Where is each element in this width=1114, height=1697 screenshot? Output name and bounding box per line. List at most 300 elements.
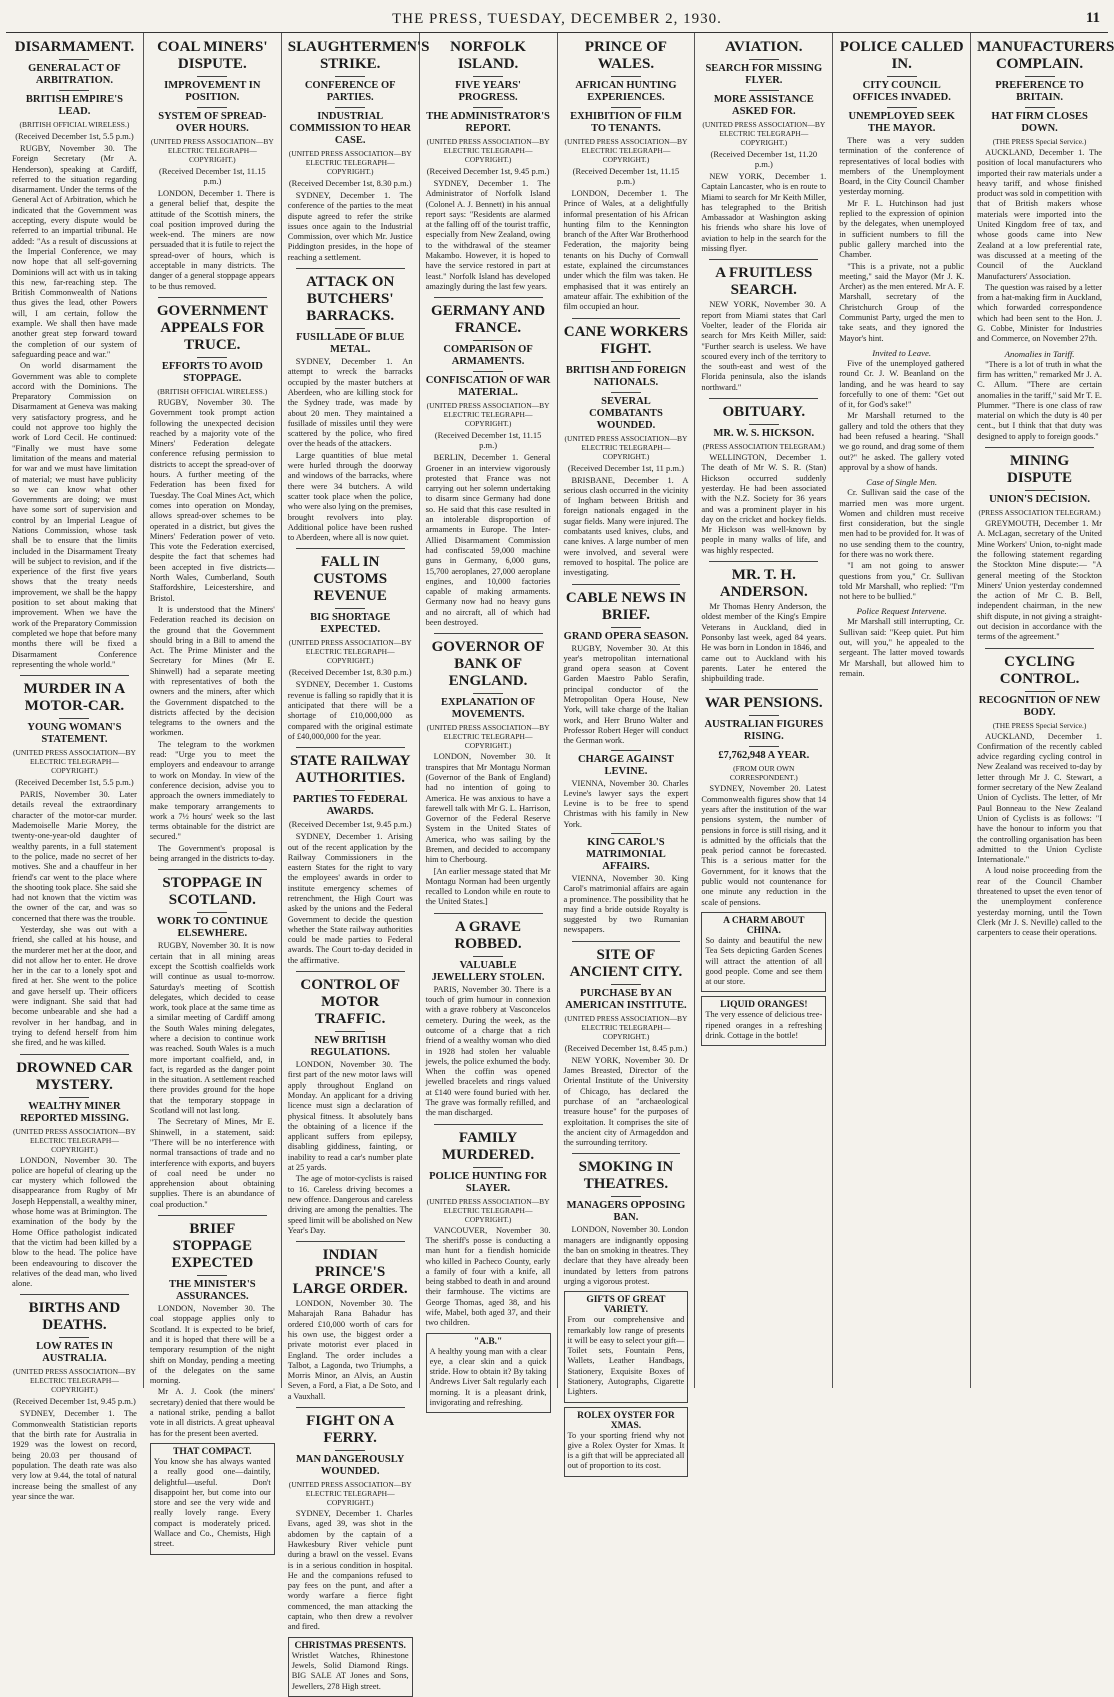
headline-rule: [887, 107, 917, 108]
headline-rule: [335, 328, 365, 329]
advertisement: [426, 1333, 551, 1414]
advertisement-text: So dainty and beautiful the new Tea Sets depicting Garden Scenes will attract the attention of all good people. Come and see them at our store.: [705, 935, 823, 987]
advertisement-title: GIFTS OF GREAT VARIETY.: [586, 1295, 666, 1316]
headline: MANUFACTURERS COMPLAIN.: [977, 39, 1114, 72]
headline: STATE RAILWAY AUTHORITIES.: [289, 753, 411, 787]
story-separator: [572, 584, 681, 585]
headline: DROWNED CAR MYSTERY.: [16, 1059, 133, 1093]
headline-rule: [197, 357, 227, 358]
headline: FIGHT ON A FERRY.: [306, 1413, 395, 1447]
headline-rule: [611, 750, 641, 751]
body-paragraph: LONDON, November 30. It transpires that Mr Montagu Norman (Governor of the Bank of England) had no intention of going to America. He was anxious to have a farewell talk with Mr G. L. Harrison, Governor of the Federal Reserve System in the United States of America, who was sailing by the Bremen, and decided to accompany him to Cherbourg.: [425, 752, 551, 865]
story-separator: [296, 268, 405, 269]
wire-credit: (THE PRESS Special Service.): [992, 720, 1087, 730]
wire-credit: (UNITED PRESS ASSOCIATION—BY ELECTRIC TELEGRAPH—COPYRIGHT.): [150, 137, 274, 164]
body-paragraph: Mr Thomas Henry Anderson, the oldest member of the King's Empire Veterans in Auckland, died in Ponsonby last week, aged 84 years. He was born in London in 1846, and came out to Auckland with his parents. Later he entered the shipbuilding trade.: [701, 602, 827, 684]
column-1: [6, 33, 144, 1501]
body-paragraph: The Government's proposal is being arranged in the districts to-day.: [149, 843, 275, 864]
body-paragraph: The question was raised by a letter from a hat-making firm in Auckland, which forwarded correspondence which had been sent to the Hon. J. G. Cobbe, Minister for Industries and Commerce, on November 27th.: [977, 282, 1102, 344]
headline-rule: [335, 790, 365, 791]
headline: SITE OF ANCIENT CITY.: [569, 946, 683, 980]
news-story: [977, 39, 1114, 345]
headline-rule: [749, 90, 779, 91]
headline-rule: [197, 1275, 227, 1276]
body-paragraph: VIENNA, November 30. Charles Levine's lawyer says the expert Levine is to be free to spend Christmas with his family in New York.: [563, 778, 689, 829]
headline-rule: [749, 424, 779, 425]
headline-rule: [611, 392, 641, 393]
subheadline: MAN DANGEROUSLY WOUNDED.: [295, 1454, 405, 1478]
column-8: [971, 33, 1114, 1388]
news-story: [701, 398, 826, 556]
wire-credit: (UNITED PRESS ASSOCIATION—BY ELECTRIC TELEGRAPH—COPYRIGHT.): [288, 149, 412, 176]
headline: CONTROL OF MOTOR TRAFFIC.: [300, 977, 400, 1028]
headline: A GRAVE ROBBED.: [454, 918, 522, 952]
subheadline: UNEMPLOYED SEEK THE MAYOR.: [848, 111, 955, 134]
news-story: [288, 1407, 413, 1633]
column-6: [695, 33, 833, 1388]
story-separator: [20, 1054, 129, 1055]
headline-rule: [473, 956, 503, 957]
headline-rule: [473, 371, 503, 372]
news-story: [426, 913, 551, 1119]
news-story: [288, 1241, 413, 1402]
column-7: [833, 33, 971, 1388]
subheadline: MR. W. S. HICKSON.: [713, 428, 815, 440]
subheadline: FIVE YEARS' PROGRESS.: [455, 80, 521, 103]
news-story: [977, 447, 1102, 643]
story-separator: [985, 447, 1094, 448]
body-paragraph: Mr Marshall still interrupting, Cr. Sullivan said: "Keep quiet. Put him out, will you," he appealed to the sergeant. The latter moved towards Mr Marshall, but allowed him to remain.: [839, 617, 965, 678]
headline: FAMILY MURDERED.: [442, 1129, 535, 1163]
page-number: 11: [1085, 10, 1100, 26]
body-paragraph: BERLIN, December 1. General Groener in an interview vigorously protested that France was not carrying out her solemn undertaking to disarm since Germany had done so. He said that this case resulted in an intolerable disproportion of armaments in Europe. The Inter-Allied Disarmament Commission had confiscated 59,000 machine guns in Germany, 6,000 guns, 15,700 aeroplanes, 27,000 aeroplane engines, and 10,000 factories capable of making armaments. Germany now had no heavy guns and no aircraft, all of which had been destroyed.: [425, 453, 551, 628]
subheadline: SYSTEM OF SPREAD-OVER HOURS.: [158, 111, 267, 134]
body-paragraph: LONDON, November 30. The Maharajah Rana Bahadur has ordered £10,000 worth of cars for his own use, the biggest order a private motorist ever placed in England. The order includes a Talbot, a Lagonda, two Triumphs, a Morris Minor, an Alvis, an Austin Seven, a Ford, a Fiat, a De Soto, and a Vauxhall.: [287, 1299, 413, 1401]
headline-rule: [749, 715, 779, 716]
news-story: [839, 39, 964, 344]
news-story: [564, 39, 689, 313]
headline: PRINCE OF WALES.: [584, 39, 667, 72]
headline-rule: [335, 1450, 365, 1451]
advertisement: [288, 1637, 413, 1697]
received-dateline: (Received December 1st, 11.20 p.m.): [710, 149, 818, 169]
headline: WAR PENSIONS.: [705, 695, 823, 712]
received-dateline: (Received December 1st, 8.45 p.m.): [564, 1042, 688, 1053]
headline-rule: [473, 693, 503, 694]
headline-rule: [611, 1196, 641, 1197]
wire-credit: (UNITED PRESS ASSOCIATION—BY ELECTRIC TELEGRAPH—COPYRIGHT.): [426, 401, 550, 429]
wire-credit: (PRESS ASSOCIATION TELEGRAM.): [702, 442, 825, 452]
story-separator: [296, 548, 405, 549]
received-dateline: (Received December 1st, 5.5 p.m.): [15, 777, 134, 788]
body-paragraph: SYDNEY, December 1. An attempt to wreck the barracks occupied by the master butchers at Aberdeen, who are killing stock for the Sydney trade, was made by about 20 men. They maintained a fusillade of missiles until they were scattered by the police, who fired over the heads of the attackers.: [287, 357, 413, 449]
news-story: [287, 39, 430, 263]
body-paragraph: Mr F. L. Hutchinson had just replied to the expression of opinion by the delegates, when unemployed in sufficient numbers to fill the public gallery marched into the Chamber.: [839, 198, 965, 260]
headline: CANE WORKERS FIGHT.: [563, 323, 689, 357]
headline-rule: [335, 107, 365, 108]
advertisement-text: To your sporting friend why not give a Rolex Oyster for Xmas. It is a gift that will be appreciated all out of proportion to its cost.: [567, 1430, 685, 1471]
story-separator: [709, 259, 818, 260]
story-separator: [158, 1215, 267, 1216]
brief-subheadline: CHARGE AGAINST LEVINE.: [577, 753, 674, 777]
headline: OBITUARY.: [722, 404, 806, 421]
subheadline: MORE ASSISTANCE ASKED FOR.: [713, 94, 814, 117]
headline-rule: [611, 833, 641, 834]
news-story: [701, 689, 826, 908]
section-subhead: Anomalies in Tariff.: [1004, 348, 1075, 359]
body-paragraph: VANCOUVER, November 30. The sheriff's posse is conducting a man hunt for a fiendish homicide who killed in Pacheco County, early a family of four with a knife, all being stabbed to death in and around their farmhouse. The victims are George Thomas, aged 38, and his wife, Mabel, both aged 37, and their two children.: [425, 1225, 551, 1328]
wire-credit: (UNITED PRESS ASSOCIATION—BY ELECTRIC TELEGRAPH—COPYRIGHT.): [564, 433, 688, 461]
headline-rule: [473, 1167, 503, 1168]
body-paragraph: PARIS, November 30. Later details reveal the extraordinary character of the motor-car murder. Mademoiselle Marie Morey, the twenty-one-year-old daughter of wealthy parents, in a full statement to the police, made no secret of her motives. She and a chauffeur in her friend's car went to the place where the shooting took place. She said she had not known that the victim was the owner of the car, and was so concerned that there was the trouble.: [12, 790, 137, 923]
body-paragraph: WELLINGTON, December 1. The death of Mr W. S. R. (Stan) Hickson occurred suddenly yesterday. He had been associated with the N.Z. Society for 36 years and was a prominent player in his day on the cricket and hockey fields. Mr Hickson was well-known by people in many walks of life, and was highly respected.: [701, 453, 827, 555]
advertisement: [701, 912, 826, 992]
news-story: [426, 297, 551, 628]
subheadline: WEALTHY MINER REPORTED MISSING.: [20, 1100, 129, 1124]
body-paragraph: SYDNEY, December 1. The Commonwealth Statistician reports that the birth rate for Australia in 1929 was the lowest on record, being 20.03 per thousand of population. The death rate was also very low at 9.44, the total of natural increase being the smallest of any year since the war.: [12, 1409, 137, 1501]
advertisement-title: A CHARM ABOUT CHINA.: [723, 915, 805, 936]
wire-credit: (UNITED PRESS ASSOCIATION—BY ELECTRIC TELEGRAPH—COPYRIGHT.): [426, 723, 550, 751]
headline: MR. T. H. ANDERSON.: [719, 567, 808, 601]
story-separator: [434, 297, 543, 298]
body-paragraph: AUCKLAND, December 1. The position of local manufacturers who imported their raw materials under a heavy tariff, and whose finished product was sold in competition with that of British makers whose materials were imported into the United Kingdom free of tax, and whose goods came into New Zealand at a low preferential rate, was discussed at a meeting of the Council of the Auckland Manufacturers' Association.: [977, 148, 1102, 281]
subheadline: EXHIBITION OF FILM TO TENANTS.: [570, 111, 682, 134]
received-dateline: (Received December 1st, 5.5 p.m.): [15, 131, 134, 141]
subheadline: UNION'S DECISION.: [989, 494, 1091, 506]
news-story: [426, 633, 551, 907]
body-paragraph: SYDNEY, November 20. Latest Commonwealth figures show that 14 years after the institution of the war pensions system, the number of pensions in force is still rising, and it is admitted by the officials that the peak period cannot be forecasted. This is a serious matter for the Government, for it knows that the public would not countenance for one minute any reduction in the scale of pensions.: [701, 784, 827, 907]
body-paragraph: RUGBY, November 30. It is now certain that in all mining areas except the Scottish coalfields work will continue as usual to-morrow. Saturday's meeting of Scottish delegates, which decided to cease work, took place at the same time as a similar meeting of Cardiff among the South Wales mining delegates, where a decision to continue work was reached. South Wales is a much more important coalfield, and, in fact, is regarded as the danger point in the situation. A settlement reached there provides ground for the hope that the temporary stoppage in Scotland will not last long.: [149, 941, 275, 1116]
subheadline: SEARCH FOR MISSING FLYER.: [705, 63, 823, 86]
subheadline: GENERAL ACT OF ARBITRATION.: [28, 63, 121, 86]
subheadline: FUSILLADE OF BLUE METAL.: [296, 332, 405, 356]
advertisement-text: Wristlet Watches, Rhinestone Jewels, Solid Diamond Rings. BIG SALE AT Jones and Sons, Jewellers, 278 High street.: [291, 1650, 409, 1691]
body-paragraph: SYDNEY, December 1. The Administrator of Norfolk Island (Colonel A. J. Bennett) in his annual report says: "Residents are alarmed at the falling off of the tourist traffic, especially from New Zealand, owing to the withdrawal of the steamer Makambo. However, it is hoped to have the service restored in part at least." Norfolk Island has developed amazingly during the last few years.: [425, 179, 551, 291]
advertisement-text: A healthy young man with a clear eye, a clear skin and a quick stride. How to obtain it? By taking Andrews Liver Salt regularly each morning. It is a pleasant drink, invigorating and refreshing.: [429, 1346, 547, 1408]
headline: GOVERNOR OF BANK OF ENGLAND.: [431, 639, 545, 690]
subheadline: AUSTRALIAN FIGURES RISING.: [704, 719, 824, 743]
brief-subheadline: KING CAROL'S MATRIMONIAL AFFAIRS.: [586, 836, 666, 872]
body-paragraph: "I am not going to answer questions from you," Cr. Sullivan told Mr Marshall, who replied: "I'm not here to be bullied.": [839, 561, 965, 602]
headline: SMOKING IN THEATRES.: [578, 1159, 674, 1193]
subheadline: AFRICAN HUNTING EXPERIENCES.: [575, 80, 677, 103]
subheadline: PARTIES TO FEDERAL AWARDS.: [292, 794, 408, 818]
subheadline: BRITISH AND FOREIGN NATIONALS.: [565, 364, 687, 388]
story-separator: [709, 689, 818, 690]
wire-credit: (UNITED PRESS ASSOCIATION—BY ELECTRIC TELEGRAPH—COPYRIGHT.): [564, 137, 688, 164]
advertisement-title: LIQUID ORANGES!: [720, 1000, 808, 1011]
news-story: [12, 675, 137, 1048]
body-paragraph: NEW YORK, November 30. A report from Miami states that Carl Voelter, leader of the Florida air search for Mrs Keith Miller, said: "Further search is useless. We have scoured every inch of the territory to the south-east and west of the Florida peninsula, also the islands northward.": [701, 300, 827, 392]
headline: FALL IN CUSTOMS REVENUE: [313, 554, 388, 605]
body-paragraph: NEW YORK, November 30. Dr James Breasted, Director of the Oriental Institute of the University of Chicago, has declared the purchase of an "archaeological treasure house" for the purposes of exploitation. It comprises the site of the ancient city of Armageddon and the surrounding territory.: [563, 1055, 689, 1148]
headline-rule: [59, 59, 89, 60]
headline: ATTACK ON BUTCHERS' BARRACKS.: [306, 274, 395, 325]
subheadline: LOW RATES IN AUSTRALIA.: [36, 1341, 113, 1365]
wire-credit: (THE PRESS Special Service.): [992, 137, 1087, 146]
advertisement: [701, 996, 826, 1046]
subheadline: IMPROVEMENT IN POSITION.: [164, 80, 261, 103]
news-story: [839, 477, 964, 602]
wire-credit: (UNITED PRESS ASSOCIATION—BY ELECTRIC TELEGRAPH—COPYRIGHT.): [288, 638, 412, 666]
body-paragraph: PARIS, November 30. There is a touch of grim humour in connexion with a grave robbery at Vasconcelos cemetery. During the week, as the outcome of a charge that a rich friend of a wealthy woman who died in 1928 had stolen her valuable jewels, the police exhumed the body. When the coffin was opened jewelled bracelets and rings valued at £140 were found buried with her. The grave was formally refilled, and the man discharged.: [425, 984, 551, 1118]
headline: BRIEF STOPPAGE EXPECTED: [171, 1221, 254, 1272]
story-separator: [434, 633, 543, 634]
news-story: [564, 318, 689, 579]
news-story: [150, 39, 275, 292]
body-paragraph: RUGBY, November 30. The Government took prompt action following the unexpected decision reached by a majority vote of the Miners' Federation delegate conference refusing permission to districts to accept the spread-over of hours. A further meeting of the Federation has been fixed for Tuesday. The Coal Mines Act, which comes into operation on Monday, allows spread-over schemes to be operated in a district, but gives the Miners' Federation power of veto. This vote the Federation exercised, despite the fact that schemes had been accepted in five districts—North Wales, Cumberland, South Staffordshire, Leicestershire, and Bristol.: [149, 397, 275, 603]
news-story: [701, 259, 826, 393]
body-paragraph: Large quantities of blue metal were hurled through the doorway and windows of the barracks, where there were 34 butchers. A wild scatter took place when the police, who were also lying on the premises, brought revolvers into play. Additional police have been rushed to Aberdeen, where all is now quiet.: [287, 450, 413, 543]
story-separator: [158, 869, 267, 870]
wire-credit: (UNITED PRESS ASSOCIATION—BY ELECTRIC TELEGRAPH—COPYRIGHT.): [12, 1126, 136, 1154]
received-dateline: (Received December 1st, 9.45 p.m.): [426, 166, 550, 176]
body-paragraph: VIENNA, November 30. King Carol's matrimonial affairs are again a prominence. The possibility that he may find a bride outside Royalty is suggested by two Rumanian newspapers.: [563, 873, 689, 935]
received-dateline: (Received December 1st, 9.45 p.m.): [288, 819, 412, 830]
body-paragraph: LONDON, November 30. The coal stoppage applies only to Scotland. It is expected to be brief, and it is hoped that there will be a temporary resumption of the night shift on Monday, pending a meeting of the delegates on the same morning.: [149, 1304, 275, 1386]
news-story: [288, 747, 413, 966]
body-paragraph: "There is a lot of truth in what the firm has written," remarked Mr J. A. C. Allum. "There are certain anomalies in the tariff," said Mr T. E. Plummer. "There is one class of raw material on which the duty is 40 per cent., but I think that that duty was designed to apply to foreign goods.": [977, 359, 1102, 441]
story-separator: [20, 675, 129, 676]
subheadline: VALUABLE JEWELLERY STOLEN.: [431, 959, 545, 983]
story-separator: [296, 747, 405, 748]
headline-rule: [749, 59, 779, 60]
news-story: [701, 561, 826, 684]
subheadline: YOUNG WOMAN'S STATEMENT.: [27, 722, 122, 746]
headline-rule: [1025, 490, 1055, 491]
subheadline: SEVERAL COMBATANTS WOUNDED.: [589, 395, 663, 431]
news-story: [150, 297, 275, 864]
wire-credit: (BRITISH OFFICIAL WIRELESS.): [19, 120, 130, 129]
section-subhead: Police Request Intervene.: [856, 606, 947, 617]
advertisement-title: ROLEX OYSTER FOR XMAS.: [577, 1410, 675, 1431]
headline-rule: [611, 627, 641, 628]
body-paragraph: Mr Marshall returned to the gallery and told the others that they had been refused a hearing. "Shall we go round, and drag some of them out?" he asked. The gallery voted approval by a show of hands.: [839, 411, 965, 472]
story-separator: [434, 1124, 543, 1125]
news-story: [839, 606, 964, 679]
wire-credit: (UNITED PRESS ASSOCIATION—BY ELECTRIC TELEGRAPH—COPYRIGHT.): [702, 120, 826, 147]
headline-rule: [335, 76, 365, 77]
body-paragraph: A loud noise proceeding from the rear of the Council Chamber threatened to upset the even tenor of the unemployment conference yesterday morning, until the Town Clerk (Mr J. S. Neville) called to the carpenters to cease their operations.: [977, 866, 1102, 938]
body-paragraph: AUCKLAND, December 1. Confirmation of the recently cabled advice regarding cycling control in New Zealand was received to-day by letter through Mr J. C. Stewart, a former secretary of the New Zealand Union of Cyclists. The letter, of Mr Paul Bonneau to the New Zealand Union of Cyclists is as follows: "I have the honour to inform you that the controlling organisation has been admitted to the Union Cycliste Internationale.": [977, 731, 1102, 865]
headline: INDIAN PRINCE'S LARGE ORDER.: [292, 1247, 408, 1298]
section-subhead: Invited to Leave.: [872, 347, 932, 358]
headline-rule: [1025, 107, 1055, 108]
subheadline: COMPARISON OF ARMAMENTS.: [443, 344, 533, 368]
news-story: [426, 1124, 551, 1329]
headline-rule: [473, 340, 503, 341]
body-paragraph: LONDON, November 30. London managers are indignantly opposing the ban on smoking in theatres. They declare that they have already been inundated by letters from patrons urging a vigorous protest.: [563, 1225, 689, 1286]
headline: MINING DISPUTE: [1007, 453, 1073, 487]
story-separator: [709, 398, 818, 399]
headline-rule: [473, 76, 503, 77]
headline-rule: [473, 107, 503, 108]
wire-credit: (UNITED PRESS ASSOCIATION—BY ELECTRIC TELEGRAPH—COPYRIGHT.): [426, 137, 550, 164]
subheadline: £7,762,948 A YEAR.: [718, 750, 810, 762]
masthead-title: THE PRESS, TUESDAY, DECEMBER 2, 1930.: [392, 10, 722, 27]
story-separator: [434, 913, 543, 914]
subheadline: PREFERENCE TO BRITAIN.: [995, 80, 1084, 103]
news-story: [564, 1153, 689, 1287]
headline-rule: [611, 984, 641, 985]
story-separator: [158, 297, 267, 298]
subheadline: INDUSTRIAL COMMISSION TO HEAR CASE.: [289, 111, 411, 146]
subheadline: THE ADMINISTRATOR'S REPORT.: [426, 111, 550, 134]
story-separator: [572, 1153, 681, 1154]
body-paragraph: SYDNEY, December 1. Customs revenue is falling so rapidly that it is anticipated that there will be a shortage of £10,000,000 as compared with the original estimate of £40,000,000 for the year.: [287, 680, 413, 741]
story-separator: [985, 648, 1094, 649]
news-story: [150, 1215, 275, 1439]
subheadline: MANAGERS OPPOSING BAN.: [566, 1200, 686, 1224]
received-dateline: (Received December 1st, 11 p.m.): [567, 462, 684, 473]
news-story: [288, 548, 413, 742]
body-paragraph: On world disarmament the Government was able to complete accord with the Dominions. The Preparatory Commission on Disarmament at Geneva was making very satisfactory progress, and he could not approve too highly the work of Lord Cecil. He continued: "Finally we must have some limitation of the means and material for war and we must have limitation of material; we must have publicity so we can know what other Governments are doing; we must have some sort of supervision and control by an Imperial League of Nations Commission, whose task shall be to ensure that the limits included in the Disarmament Treaty will be subject to revision, and if the experience of the first five years shows that the treaty needs improvement, we shall be the happy position to set about making that improvement. When we have the work of the Preparatory Commission completed we hope that before many months there will be fixed a Disarmament Conference representing the whole world.": [12, 361, 137, 669]
masthead: [6, 6, 1108, 33]
body-paragraph: SYDNEY, December 1. Arising out of the recent application by the Railway Commissioners in the eastern States for the right to vary the employees' awards in order to institute emergency schemes of retrenchment, the High Court was asked by the unions and the Federal Government to decide the question whether the State railway authorities could be made parties to Federal awards. The Court to-day decided in the affirmative.: [287, 832, 413, 965]
body-paragraph: It is understood that the Miners' Federation reached its decision on the ground that the Government should bring in a Bill to amend the Act. The Prime Minister and the Secretary for Mines (Mr E. Shinwell) had a separate meeting with representatives of both the owners and the miners, after which the Government dispatched to the districts affected by the decision telegrams to the owners and the workmen.: [149, 604, 275, 738]
body-paragraph: The telegram to the workmen read: "Urge you to meet the employers and endeavour to arrange to work on Monday. In view of the conference decision, advise you to approach the owners immediately to make temporary arrangements to work a 7½ hours' week so the last terms obtainable for the district are secured.": [149, 739, 275, 842]
subheadline: CONFERENCE OF PARTIES.: [304, 80, 396, 103]
headline: SLAUGHTERMEN'S STRIKE.: [287, 39, 430, 72]
headline-rule: [197, 76, 227, 77]
headline: POLICE CALLED IN.: [839, 39, 964, 72]
headline-rule: [197, 912, 227, 913]
subheadline: EXPLANATION OF MOVEMENTS.: [441, 697, 536, 721]
news-story: [839, 348, 964, 473]
subheadline: EFFORTS TO AVOID STOPPAGE.: [161, 360, 263, 384]
wire-credit: (PRESS ASSOCIATION TELEGRAM.): [978, 508, 1101, 518]
wire-credit: (UNITED PRESS ASSOCIATION—BY ELECTRIC TELEGRAPH—COPYRIGHT.): [426, 1196, 550, 1224]
news-story: [701, 39, 826, 254]
headline: STOPPAGE IN SCOTLAND.: [162, 875, 263, 909]
story-separator: [296, 971, 405, 972]
body-paragraph: Mr A. J. Cook (the miners' secretary) denied that there would be a national strike, pending a ballot vote in all districts. A great upheaval has for the present been averted.: [149, 1387, 275, 1438]
subheadline: HAT FIRM CLOSES DOWN.: [991, 111, 1088, 134]
received-dateline: (Received December 1st, 11.15 p.m.): [434, 430, 542, 451]
body-paragraph: Cr. Sullivan said the case of the married men was more urgent. Women and children must receive first consideration, but the single men had to be provided for. It was of no use sending them to the country, for there was no work there.: [839, 488, 965, 559]
headline-rule: [59, 1097, 89, 1098]
body-paragraph: SYDNEY, December 1. Charles Evans, aged 39, was shot in the abdomen by the captain of a Hawkesbury River vehicle punt during a brawl on the vessel. Evans is in a serious condition in hospital. He and the companions refused to pay fees on the punt, and after a wordy warfare a fierce fight commenced, the man attacking the captain, who then drew a revolver and fired.: [287, 1509, 413, 1632]
headline-rule: [335, 1031, 365, 1032]
headline: A FRUITLESS SEARCH.: [715, 265, 813, 299]
headline-rule: [59, 1337, 89, 1338]
body-paragraph: "This is a private, not a public meeting," said the Mayor (Mr J. K. Archer) as the men entered. Mr A. F. Marshall, secretary of the Christchurch Group of the Communist Party, urged the men to take seats, and they ignored the Mayor's hint.: [839, 261, 965, 343]
advertisement-text: The very essence of delicious tree-ripened oranges in a refreshing drink. Cottage in the bottle!: [705, 1010, 823, 1041]
body-paragraph: RUGBY, November 30. At this year's metropolitan international grand opera season at Covent Garden Maestro Pablo Serafin, principal conductor of the Metropolitan Opera House, New York, will take charge of the Italian work, and Herr Bruno Walter and Professor Robert Heger will conduct the German work.: [563, 643, 689, 746]
body-paragraph: GREYMOUTH, December 1. Mr A. McLagan, secretary of the United Mine Workers' Union, to-night made the following statement regarding the Stockton Mine dispute:— "A general meeting of the Stockton Miners' Union yesterday condemned the action of Mr C. B. Bell, independent chairman, in the new shift dispute, in not giving a straight-out decision in accordance with the terms of the agreement.": [977, 519, 1102, 642]
news-story: [564, 584, 689, 936]
headline: AVIATION.: [725, 39, 803, 55]
body-paragraph: [An earlier message stated that Mr Montagu Norman had been urgently recalled to London while en route to the United States.]: [425, 866, 551, 907]
body-paragraph: LONDON, November 30. The first part of the new motor laws will apply throughout England on Monday. An applicant for a driving licence must sign a declaration of physical fitness. It absolutely bans the obtaining of a licence if the applicant suffers from epilepsy, disabling giddiness, fainting, or inability to read a car's number plate at 25 yards.: [287, 1060, 413, 1173]
received-dateline: (Received December 1st, 11.15 p.m.): [159, 166, 266, 186]
story-separator: [20, 1294, 129, 1295]
body-paragraph: SYDNEY, December 1. The conference of the parties to the meat dispute agreed to refer the strike issues once again to the Industrial Commission, over which Mr. Justice Piddington presides, in the hope of reaching a settlement.: [287, 191, 413, 262]
headline-rule: [1025, 76, 1055, 77]
wire-credit: (UNITED PRESS ASSOCIATION—BY ELECTRIC TELEGRAPH—COPYRIGHT.): [288, 1480, 412, 1508]
subheadline: RECOGNITION OF NEW BODY.: [978, 694, 1101, 718]
subheadline: CONFISCATION OF WAR MATERIAL.: [425, 375, 551, 399]
subheadline: POLICE HUNTING FOR SLAYER.: [429, 1170, 547, 1194]
headline: GERMANY AND FRANCE.: [431, 303, 546, 337]
headline-rule: [611, 76, 641, 77]
advertisement-title: CHRISTMAS PRESENTS.: [294, 1640, 406, 1651]
body-paragraph: There was a very sudden termination of the conference of representatives of local bodies with members of the Unemployment Board, in the City Council Chamber yesterday morning.: [839, 136, 965, 197]
subheadline: THE MINISTER'S ASSURANCES.: [168, 1279, 256, 1303]
story-separator: [296, 1241, 405, 1242]
story-separator: [572, 941, 681, 942]
received-dateline: (Received December 1st, 8.30 p.m.): [288, 667, 412, 678]
advertisement: [564, 1291, 689, 1402]
story-separator: [296, 1407, 405, 1408]
wire-credit: (UNITED PRESS ASSOCIATION—BY ELECTRIC TELEGRAPH—COPYRIGHT.): [564, 1013, 688, 1041]
story-separator: [709, 561, 818, 562]
news-story: [12, 1294, 137, 1502]
subheadline: WORK TO CONTINUE ELSEWHERE.: [156, 916, 268, 940]
headline: DISARMAMENT.: [14, 39, 135, 55]
news-story: [12, 1054, 137, 1290]
news-story: [977, 648, 1102, 939]
received-dateline: (Received December 1st, 11.15 p.m.): [572, 166, 680, 186]
received-dateline: (Received December 1st, 9.45 p.m.): [13, 1396, 136, 1407]
subheadline: BIG SHORTAGE EXPECTED.: [310, 612, 391, 636]
headline-rule: [335, 608, 365, 609]
body-paragraph: LONDON, November 30. The police are hopeful of clearing up the car mystery which followed the disappearance from Rugby of Mr Joseph Heppenstall, a wealthy miner, whose home was at Brimington. The examination of the body by the Home Office pathologist indicated that the victim had been killed by a blow to the head. The police have been endeavouring to discover the relatives of the dead man, who lived alone.: [12, 1155, 137, 1289]
body-paragraph: Yesterday, she was out with a friend, she called at his house, and the murderer met her at the door, and did not allow her to enter. He drove her in the car to a lonely spot and fired at her. She went to the police and gave herself up. Their officers were indignant. She said that had become unbearable and she had a revolver in her handbag, and in trying to defend herself from him she fired, and he was killed.: [12, 925, 137, 1048]
headline-rule: [59, 90, 89, 91]
wire-credit: (BRITISH OFFICIAL WIRELESS.): [157, 386, 268, 396]
headline: BIRTHS AND DEATHS.: [28, 1300, 121, 1334]
news-story: [288, 268, 413, 543]
body-paragraph: NEW YORK, December 1. Captain Lancaster, who is en route to Miami to search for Mr Keith Miller, has telegraphed to the British Ambassador at Washington asking his friends who share his love of aviation to help in the search for the missing flyer.: [701, 172, 827, 254]
subheadline: PURCHASE BY AN AMERICAN INSTITUTE.: [565, 987, 687, 1011]
body-paragraph: LONDON, December 1. The Prince of Wales, at a delightfully informal presentation of his African hunting film to the Kennington branch of the After War Brotherhood Federation, the majority being tenants on his Duchy of Cornwall estate, explained the circumstances under which the film was taken. He emphasised that it was entirely an amateur affair. The exhibition of the film occupied an hour.: [563, 189, 689, 312]
body-paragraph: The Secretary of Mines, Mr E. Shinwell, in a statement, said: "There will be no interference with normal transactions of trade and no interference with exports, and buyers of coal need be under no apprehension about obtaining supplies. There is an abundance of coal production.": [149, 1117, 275, 1209]
section-subhead: Case of Single Men.: [866, 477, 938, 488]
headline-rule: [749, 746, 779, 747]
subheadline: CITY COUNCIL OFFICES INVADED.: [852, 80, 951, 103]
advertisement-text: From our comprehensive and remarkably low range of presents it will be easy to select your gift—Toilet sets, Fountain Pens, Wallets, Leather Handbags, Stationery, Exquisite Boxes of Stationery, Autographs, Cigarette Lighters.: [567, 1315, 685, 1397]
headline: CABLE NEWS IN BRIEF.: [565, 589, 686, 623]
headline-rule: [59, 718, 89, 719]
advertisement-title: "A.B.": [473, 1336, 503, 1347]
news-story: [150, 869, 275, 1210]
news-story: [12, 39, 137, 670]
subheadline: BRITISH EMPIRE'S LEAD.: [25, 94, 124, 117]
wire-credit: (UNITED PRESS ASSOCIATION—BY ELECTRIC TELEGRAPH—COPYRIGHT.): [12, 748, 136, 776]
body-paragraph: Five of the unemployed gathered round Cr. J. W. Beanland on the landing, and he was heard to say forcefully to one of them: "Get out of it, for God's sake!": [839, 358, 965, 410]
column-5: [558, 33, 696, 1471]
body-paragraph: LONDON, December 1. There is a general belief that, despite the attitude of the Scottish miners, the coal position improved during the week-end. The miners are now persuaded that it is futile to reject the spread-over of hours, which is acceptable in many districts. The danger of a general stoppage appears to be thus removed.: [149, 189, 275, 291]
news-story: [977, 349, 1102, 442]
headline-rule: [611, 107, 641, 108]
received-dateline: (Received December 1st, 8.30 p.m.): [288, 178, 412, 188]
headline-rule: [611, 361, 641, 362]
headline: GOVERNMENT APPEALS FOR TRUCE.: [156, 302, 268, 353]
column-2: [144, 33, 282, 1549]
news-story: [426, 39, 551, 292]
body-paragraph: BRISBANE, December 1. A serious clash occurred in the vicinity of Ingham between British and foreign nationals engaged in the sugar fields. Many were injured. The combatants used knives, clubs, and cane knives. A large number of men were involved, and several were removed to hospital. The police are investigating.: [563, 475, 689, 578]
headline: COAL MINERS' DISPUTE.: [157, 39, 268, 72]
headline-rule: [1025, 691, 1055, 692]
column-4: [420, 33, 558, 1408]
headline: NORFOLK ISLAND.: [450, 39, 526, 72]
headline-rule: [197, 107, 227, 108]
column-3: [282, 33, 430, 1691]
advertisement-title: THAT COMPACT.: [173, 1446, 252, 1457]
advertisement-text: You know she has always wanted a really good one—daintily, delightful—useful. Don't disappoint her, but come into our store and see the very wide and really lovely range. Every compact is moderately priced. Wallace and Co., Chemists, High street.: [153, 1456, 271, 1549]
brief-subheadline: GRAND OPERA SEASON.: [563, 630, 689, 642]
